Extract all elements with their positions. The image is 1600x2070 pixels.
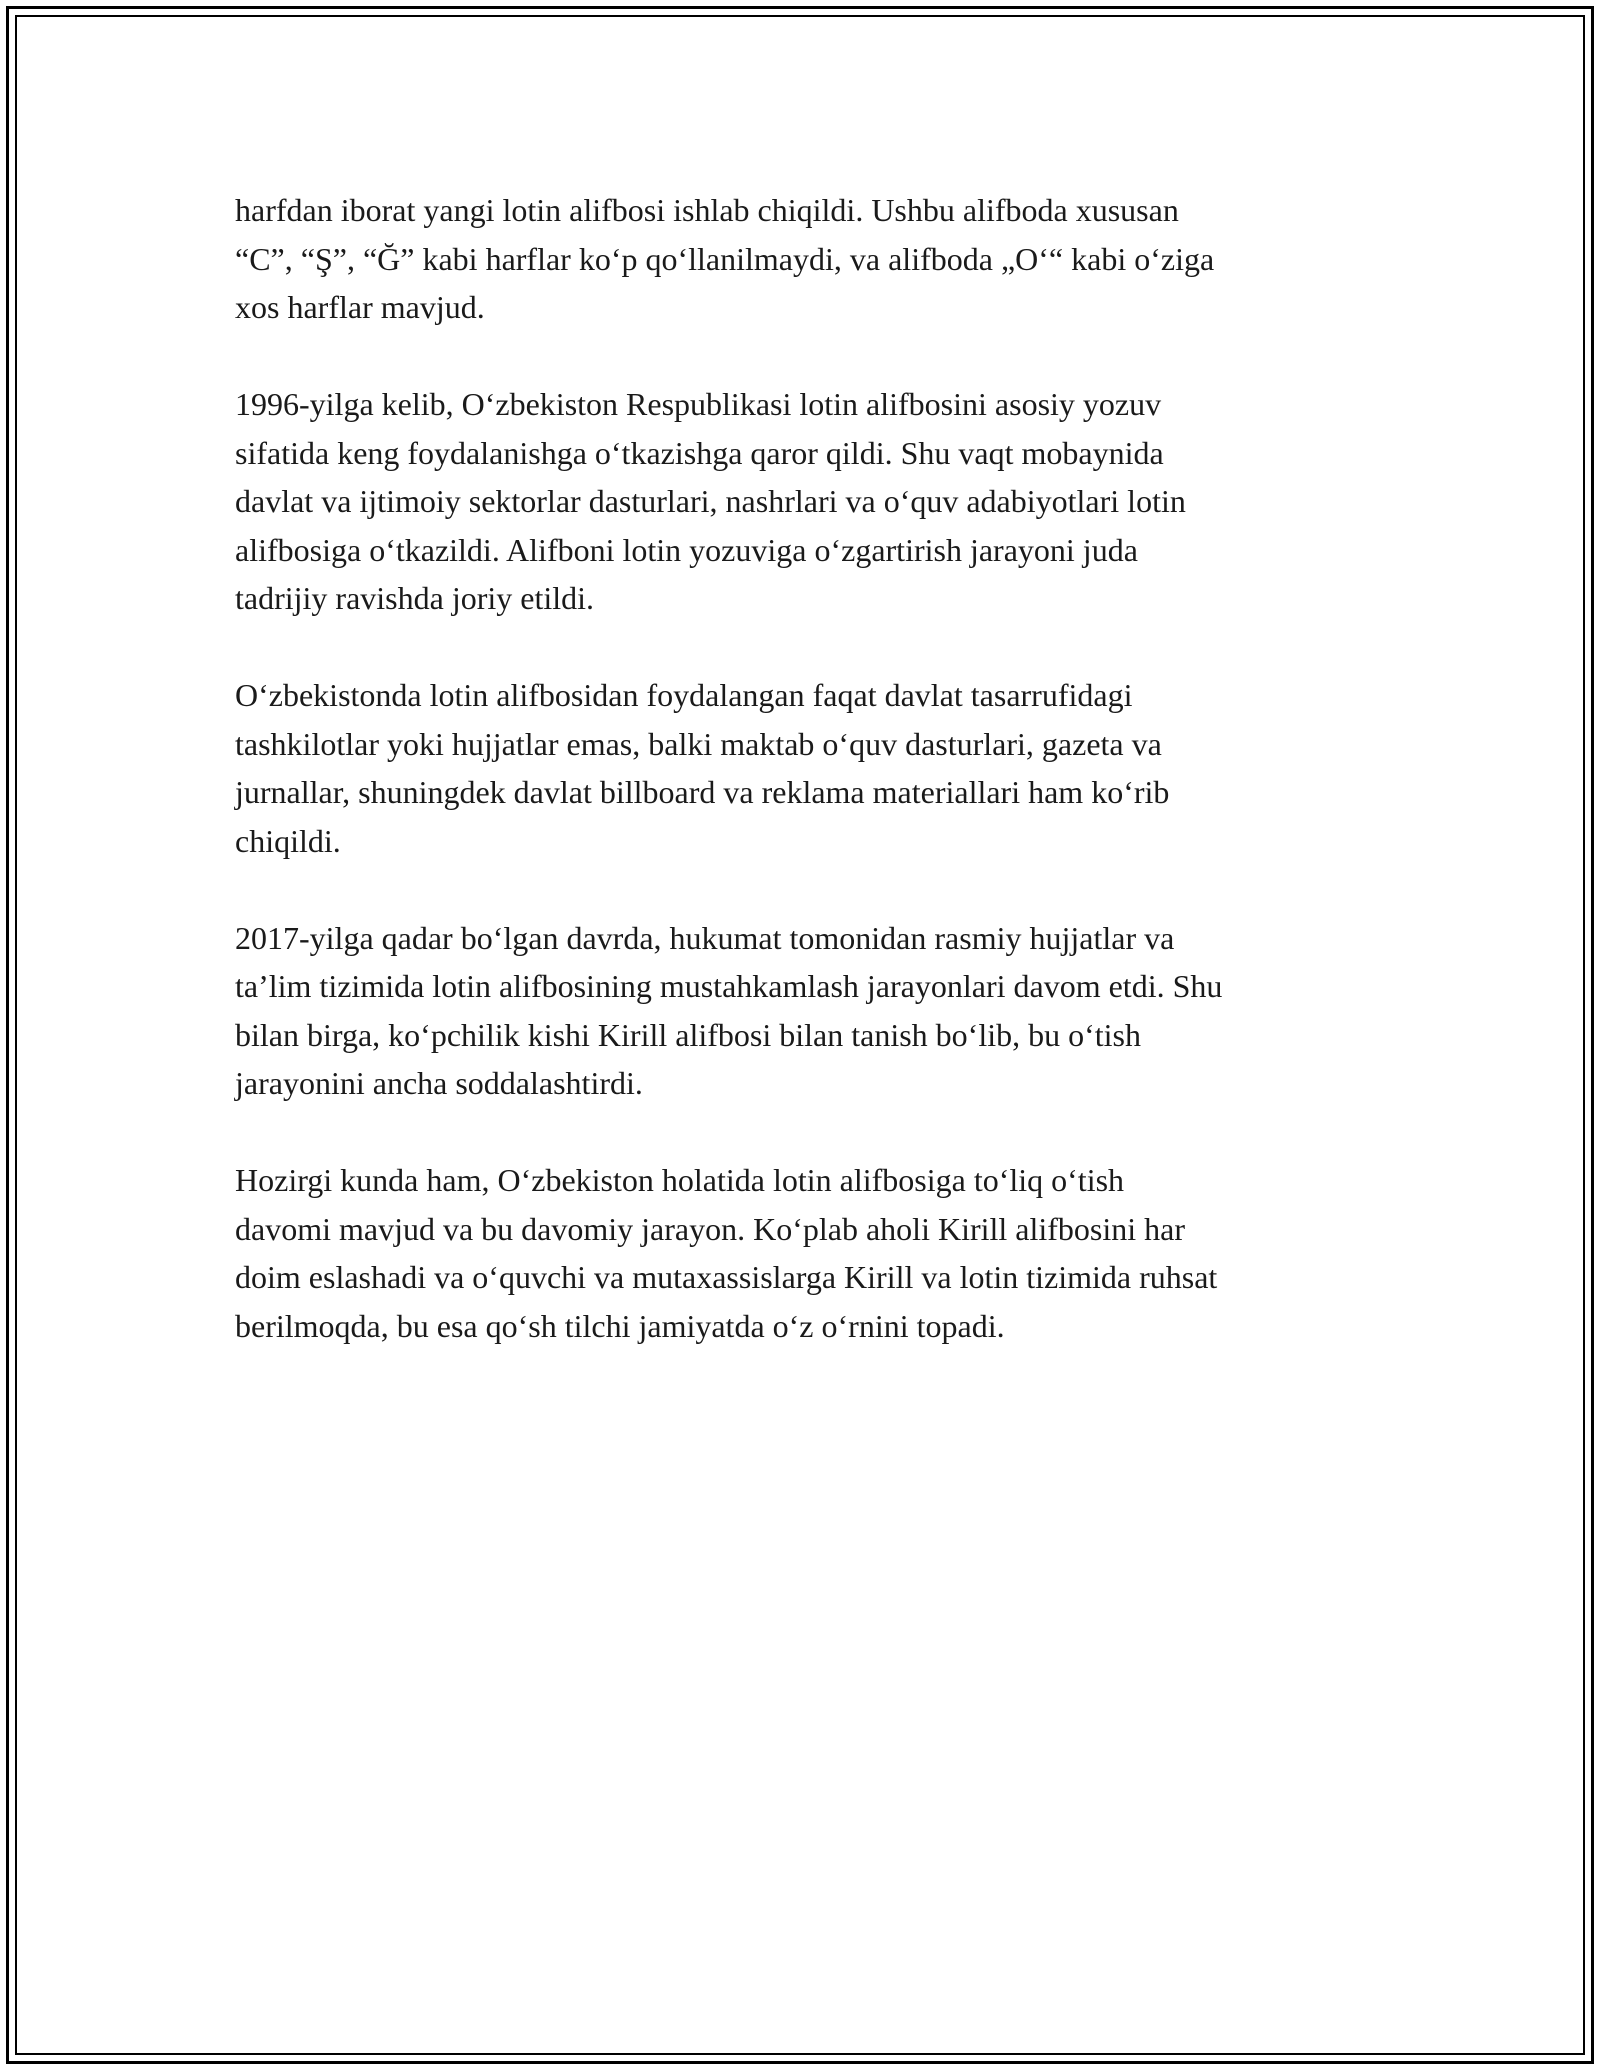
text-line: Hozirgi kunda ham, Oʻzbekiston holatida lotin alifbosiga toʻliq oʻtish (235, 1162, 1125, 1198)
paragraph-4 (235, 914, 1385, 1108)
text-line: 2017-yilga qadar boʻlgan davrda, hukumat tomonidan rasmiy hujjatlar va (235, 919, 1175, 956)
paragraph-3 (235, 671, 1385, 865)
text-line: bilan birga, koʻpchilik kishi Kirill alifbosi bilan tanish boʻlib, bu oʻtish (235, 1016, 1141, 1053)
text-line: tashkilotlar yoki hujjatlar emas, balki maktab oʻquv dasturlari, gazeta va (235, 725, 1162, 762)
text-line: alifbosiga oʻtkazildi. Alifboni lotin yozuviga oʻzgartirish jarayoni juda (235, 531, 1138, 568)
text-line: berilmoqda, bu esa qoʻsh tilchi jamiyatda oʻz oʻrnini topadi. (235, 1307, 1005, 1344)
text-line: chiqildi. (235, 822, 341, 859)
text-line: davomi mavjud va bu davomiy jarayon. Koʻplab aholi Kirill alifbosini har (235, 1210, 1186, 1247)
paragraph-2 (235, 380, 1385, 623)
text-line: 1996-yilga kelib, Oʻzbekiston Respublikasi lotin alifbosini asosiy yozuv (235, 386, 1162, 422)
text-line: davlat va ijtimoiy sektorlar dasturlari, nashrlari va oʻquv adabiyotlari lotin (235, 483, 1186, 519)
paragraph-1 (235, 186, 1385, 332)
text-line: jurnallar, shuningdek davlat billboard va reklama materiallari ham koʻrib (235, 774, 1170, 810)
text-line: harfdan iborat yangi lotin alifbosi ishlab chiqildi. Ushbu alifboda xususan (235, 192, 1179, 228)
text-line: sifatida keng foydalanishga oʻtkazishga qaror qildi. Shu vaqt mobaynida (235, 434, 1164, 471)
paragraph-5 (235, 1156, 1385, 1350)
text-line: taʼlim tizimida lotin alifbosining mustahkamlash jarayonlari davom etdi. Shu (235, 968, 1223, 1004)
document-body (235, 186, 1385, 1399)
text-line: jarayonini ancha soddalashtirdi. (235, 1065, 643, 1101)
text-line: “C”, “Ş”, “Ğ” kabi harflar koʻp qoʻllanilmaydi, va alifboda „Oʻ“ kabi oʻziga (235, 240, 1215, 277)
text-line: doim eslashadi va oʻquvchi va mutaxassislarga Kirill va lotin tizimida ruhsat (235, 1259, 1218, 1295)
text-line: xos harflar mavjud. (235, 289, 485, 325)
text-line: Oʻzbekistonda lotin alifbosidan foydalangan faqat davlat tasarrufidagi (235, 677, 1133, 713)
text-line: tadrijiy ravishda joriy etildi. (235, 580, 595, 616)
